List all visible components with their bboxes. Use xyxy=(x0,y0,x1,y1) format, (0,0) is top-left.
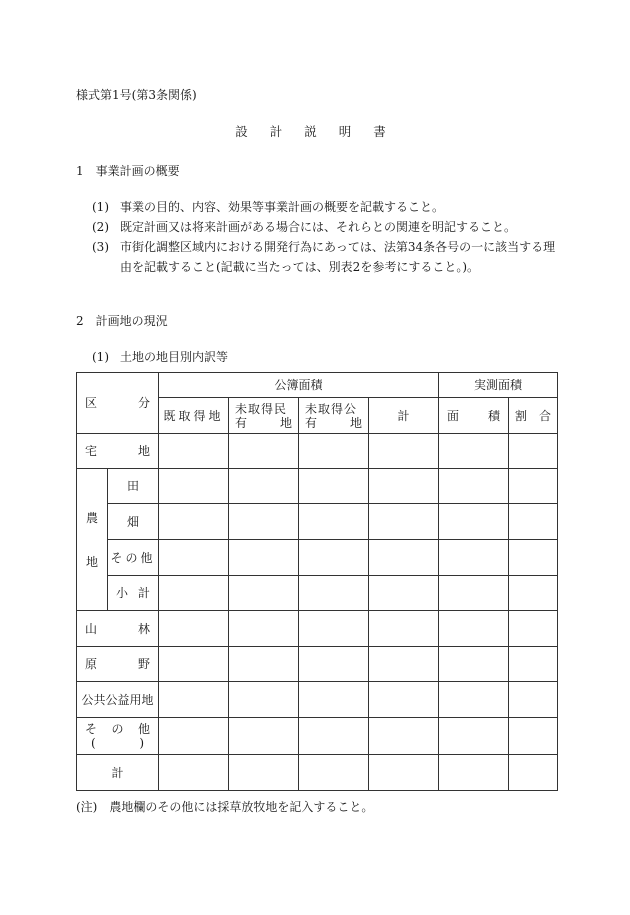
text: 小 xyxy=(116,586,129,600)
text: 地 xyxy=(279,415,292,430)
cell[interactable] xyxy=(439,611,509,647)
header-ratio xyxy=(509,398,558,434)
cell[interactable] xyxy=(369,469,439,504)
section2-subheading xyxy=(92,348,228,365)
section1-item-2 xyxy=(92,218,516,235)
cell[interactable] xyxy=(509,718,558,755)
header-area xyxy=(439,398,509,434)
cell[interactable] xyxy=(159,718,229,755)
cell[interactable] xyxy=(369,682,439,718)
cell[interactable] xyxy=(229,576,299,611)
cell[interactable] xyxy=(299,469,369,504)
cell[interactable] xyxy=(299,576,369,611)
cell[interactable] xyxy=(439,576,509,611)
form-number: 様式第1号(第3条関係) xyxy=(76,88,197,102)
cell[interactable] xyxy=(509,611,558,647)
cell[interactable] xyxy=(369,718,439,755)
text: ) xyxy=(139,736,144,750)
cell[interactable] xyxy=(159,469,229,504)
cell[interactable] xyxy=(159,504,229,540)
header-total: 計 xyxy=(369,398,439,434)
cell[interactable] xyxy=(159,682,229,718)
text: 山 xyxy=(85,621,98,636)
cell[interactable] xyxy=(439,682,509,718)
item-number: (3) xyxy=(92,240,109,254)
cell[interactable] xyxy=(509,504,558,540)
table-row xyxy=(77,469,558,504)
text: 合 xyxy=(539,408,552,423)
cell[interactable] xyxy=(299,611,369,647)
cell[interactable] xyxy=(439,504,509,540)
cell[interactable] xyxy=(439,718,509,755)
row-label-farmland xyxy=(77,469,108,611)
row-label-field: 畑 xyxy=(108,504,159,540)
cell[interactable] xyxy=(159,755,229,791)
cell[interactable] xyxy=(229,540,299,576)
section1-item-3 xyxy=(92,238,555,255)
text: 林 xyxy=(137,621,150,636)
row-label-subtotal xyxy=(108,576,159,611)
cell[interactable] xyxy=(159,611,229,647)
text: 地 xyxy=(85,554,98,569)
row-label-public-land: 公共公益用地 xyxy=(77,682,159,718)
row-label-total: 計 xyxy=(77,755,159,791)
cell[interactable] xyxy=(229,611,299,647)
text: 面 xyxy=(447,408,460,423)
cell[interactable] xyxy=(369,576,439,611)
item-text: 既定計画又は将来計画がある場合には、それらとの関連を明記すること。 xyxy=(120,220,517,234)
header-kubun-left: 区 xyxy=(85,396,98,410)
text: 割 xyxy=(515,408,528,423)
item-number: (1) xyxy=(92,200,109,214)
cell[interactable] xyxy=(509,576,558,611)
cell[interactable] xyxy=(509,755,558,791)
text: ( xyxy=(91,736,96,750)
cell[interactable] xyxy=(299,647,369,682)
cell[interactable] xyxy=(439,755,509,791)
header-unacquired-public xyxy=(299,398,369,434)
land-breakdown-table xyxy=(76,372,558,791)
cell[interactable] xyxy=(509,469,558,504)
header-kubun xyxy=(77,373,159,434)
cell[interactable] xyxy=(299,755,369,791)
cell[interactable] xyxy=(439,469,509,504)
row-label-paddy: 田 xyxy=(108,469,159,504)
text: 他 xyxy=(137,722,150,736)
cell[interactable] xyxy=(229,718,299,755)
cell[interactable] xyxy=(229,755,299,791)
cell[interactable] xyxy=(159,576,229,611)
cell[interactable] xyxy=(159,540,229,576)
cell[interactable] xyxy=(299,682,369,718)
header-kubun-right: 分 xyxy=(137,396,150,410)
cell[interactable] xyxy=(439,647,509,682)
cell[interactable] xyxy=(229,647,299,682)
text: 野 xyxy=(137,657,150,671)
text: 有 xyxy=(305,415,318,430)
table-row xyxy=(77,647,558,682)
cell[interactable] xyxy=(369,434,439,469)
cell[interactable] xyxy=(299,718,369,755)
text: 積 xyxy=(488,408,501,423)
cell[interactable] xyxy=(299,504,369,540)
text: 農 xyxy=(85,510,98,525)
table-note: (注) 農地欄のその他には採草放牧地を記入すること。 xyxy=(76,800,374,814)
cell[interactable] xyxy=(159,434,229,469)
cell[interactable] xyxy=(369,611,439,647)
header-official-area: 公簿面積 xyxy=(159,373,439,398)
item-text: 土地の地目別内訳等 xyxy=(120,350,229,364)
row-label-farmland-other: その他 xyxy=(108,540,159,576)
item-number: (1) xyxy=(92,350,109,364)
cell[interactable] xyxy=(509,434,558,469)
row-label-residential xyxy=(77,434,159,469)
cell[interactable] xyxy=(299,434,369,469)
line xyxy=(299,416,368,430)
item-text: 事業の目的、内容、効果等事業計画の概要を記載すること。 xyxy=(120,200,445,214)
section2-heading: 2 計画地の現況 xyxy=(76,314,168,328)
section1-item-3-continued: 由を記載すること(記載に当たっては、別表2を参考にすること。)。 xyxy=(120,260,480,274)
table-row xyxy=(77,434,558,469)
cell[interactable] xyxy=(369,504,439,540)
document-title: 設 計 説 明 書 xyxy=(235,124,395,139)
item-text: 市街化調整区域内における開発行為にあっては、法第34条各号の一に該当する理 xyxy=(120,240,556,254)
table-row xyxy=(77,540,558,576)
cell[interactable] xyxy=(229,434,299,469)
cell[interactable] xyxy=(299,540,369,576)
cell[interactable] xyxy=(369,540,439,576)
cell[interactable] xyxy=(509,540,558,576)
header-measured-area: 実測面積 xyxy=(439,373,558,398)
header-acquired: 既取得地 xyxy=(159,398,229,434)
line xyxy=(229,416,298,430)
text: 地 xyxy=(349,415,362,430)
cell[interactable] xyxy=(369,647,439,682)
row-label-other xyxy=(77,718,159,755)
text: 地 xyxy=(137,444,150,458)
text: 未取得公 xyxy=(305,401,358,416)
line xyxy=(229,402,298,416)
line xyxy=(299,402,368,416)
text: 計 xyxy=(137,586,150,600)
cell[interactable] xyxy=(509,682,558,718)
row-label-wilderness xyxy=(77,647,159,682)
table-row xyxy=(77,682,558,718)
text: そ xyxy=(85,722,98,736)
table-row xyxy=(77,611,558,647)
cell[interactable] xyxy=(439,434,509,469)
table-row xyxy=(77,504,558,540)
cell[interactable] xyxy=(229,469,299,504)
item-number: (2) xyxy=(92,220,109,234)
table-row xyxy=(77,718,558,755)
text: 有 xyxy=(235,415,248,430)
cell[interactable] xyxy=(509,647,558,682)
table-row xyxy=(77,755,558,791)
row-label-forest xyxy=(77,611,159,647)
text: 宅 xyxy=(85,444,98,458)
section1-heading: 1 事業計画の概要 xyxy=(76,164,180,178)
text: 原 xyxy=(85,657,98,671)
cell[interactable] xyxy=(369,755,439,791)
text: 未取得民 xyxy=(235,401,288,416)
cell[interactable] xyxy=(229,504,299,540)
table-row xyxy=(77,576,558,611)
header-unacquired-private xyxy=(229,398,299,434)
section1-item-1 xyxy=(92,198,444,215)
cell[interactable] xyxy=(439,540,509,576)
text: の xyxy=(111,722,124,736)
cell[interactable] xyxy=(229,682,299,718)
cell[interactable] xyxy=(159,647,229,682)
